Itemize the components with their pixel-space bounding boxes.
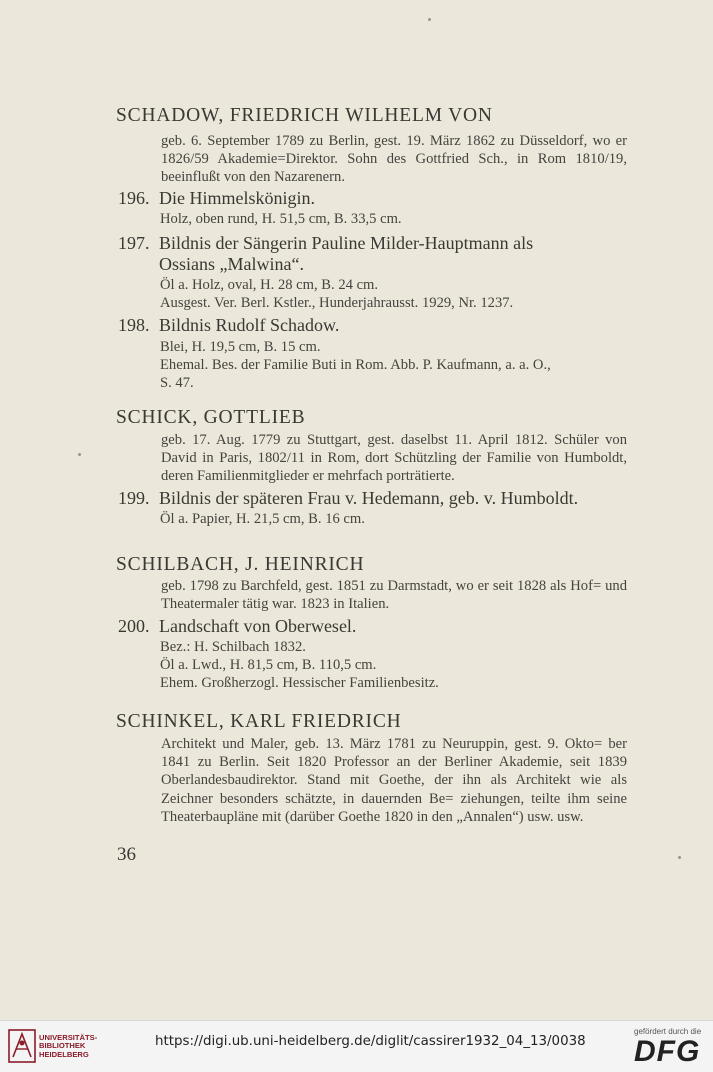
artist-heading-schinkel: SCHINKEL, KARL FRIEDRICH (116, 711, 402, 732)
artist-bio-schinkel: Architekt und Maler, geb. 13. März 1781 zu Neuruppin, gest. 9. Okto= ber 1841 zu Berlin. Seit 1820 Professor an der Berliner Akademie, seit 1839 Oberlandesbaudirektor. Stand mit Goethe, der ihn als Architekt wie als Zeichner besonders schätzte, in dauernden Be= ziehungen, teilte ihm seine Theaterbaupläne mit (darüber Goethe 1820 in den „Annalen“) usw. usw. (161, 736, 627, 825)
detail-line: Bez.: H. Schilbach 1832. (160, 639, 306, 655)
detail-line: S. 47. (160, 375, 194, 392)
artist-heading-schick: SCHICK, GOTTLIEB (116, 407, 306, 428)
institution-line: UNIVERSITÄTS- (39, 1033, 98, 1042)
artist-bio-schadow: geb. 6. September 1789 zu Berlin, gest. 19. März 1862 zu Düsseldorf, wo er 1826/59 Akademie=Direktor. Sohn des Gottfried Sch., in Rom 1810/19, beeinflußt von den Nazarenern. (161, 133, 627, 186)
entry-title: Die Himmelskönigin. (159, 188, 315, 208)
artist-bio-schilbach: geb. 1798 zu Barchfeld, gest. 1851 zu Darmstadt, wo er seit 1828 als Hof= und Theatermaler tätig war. 1823 in Italien. (161, 578, 627, 613)
page-number: 36 (117, 844, 136, 865)
entry-number: 199. (118, 488, 150, 508)
entry-title: Landschaft von Oberwesel. (159, 616, 357, 636)
artist-bio-schick: geb. 17. Aug. 1779 zu Stuttgart, gest. daselbst 11. April 1812. Schüler von David in Paris, 1802/11 in Rom, dort Schützling der Familie von Humboldt, deren Familienmitglieder er mehrfach porträtierte. (161, 432, 627, 485)
catalog-entry-200 (118, 616, 356, 637)
artist-heading-schadow: SCHADOW, FRIEDRICH WILHELM VON (116, 105, 493, 126)
entry-number: 198. (118, 315, 150, 335)
detail-line: Ehemal. Bes. der Familie Buti in Rom. Abb. P. Kaufmann, a. a. O., (160, 357, 551, 374)
scan-speck (428, 18, 431, 21)
entry-details-196 (160, 210, 402, 228)
dfg-logo: DFG (634, 1035, 701, 1068)
detail-line: Blei, H. 19,5 cm, B. 15 cm. (160, 339, 321, 355)
institution-name (39, 1034, 97, 1059)
entry-details-199 (160, 510, 365, 528)
entry-details-198 (160, 338, 551, 393)
detail-line: Öl a. Lwd., H. 81,5 cm, B. 110,5 cm. (160, 657, 377, 674)
detail-line: Öl a. Papier, H. 21,5 cm, B. 16 cm. (160, 511, 365, 527)
institution-line: BIBLIOTHEK (39, 1041, 86, 1051)
scan-speck (78, 453, 81, 456)
catalog-entry-198 (118, 315, 339, 336)
entry-title-continued: Ossians „Malwina“. (159, 254, 304, 274)
detail-line: Ausgest. Ver. Berl. Kstler., Hunderjahrausst. 1929, Nr. 1237. (160, 295, 514, 312)
entry-details-200 (160, 638, 439, 693)
catalog-entry-196 (118, 188, 315, 209)
entry-number: 197. (118, 233, 150, 253)
entry-number: 200. (118, 616, 150, 636)
entry-title: Bildnis Rudolf Schadow. (159, 315, 340, 335)
permalink-url[interactable]: https://digi.ub.uni-heidelberg.de/diglit/cassirer1932_04_13/0038 (155, 1034, 586, 1049)
institution-line: HEIDELBERG (39, 1049, 89, 1059)
catalog-entry-197 (118, 233, 533, 254)
scan-speck (678, 856, 681, 859)
catalog-entry-199 (118, 488, 578, 509)
viewer-footer (0, 1020, 713, 1072)
sponsor-caption: gefördert durch die (634, 1027, 702, 1036)
entry-title: Bildnis der Sängerin Pauline Milder-Hauptmann als (159, 233, 534, 253)
detail-line: Holz, oben rund, H. 51,5 cm, B. 33,5 cm. (160, 211, 402, 227)
artist-heading-schilbach: SCHILBACH, J. HEINRICH (116, 554, 365, 575)
entry-number: 196. (118, 188, 150, 208)
entry-details-197 (160, 276, 513, 312)
detail-line: Ehem. Großherzogl. Hessischer Familienbesitz. (160, 675, 439, 692)
entry-title: Bildnis der späteren Frau v. Hedemann, geb. v. Humboldt. (159, 488, 579, 508)
university-seal-icon (8, 1029, 36, 1063)
detail-line: Öl a. Holz, oval, H. 28 cm, B. 24 cm. (160, 277, 379, 293)
